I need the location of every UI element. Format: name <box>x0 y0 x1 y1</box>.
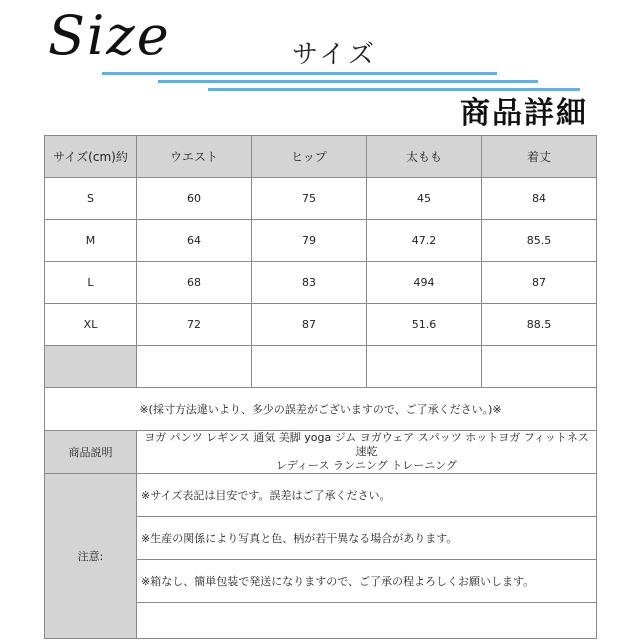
caution-item: ※生産の関係により写真と色、柄が若干異なる場合があります。 <box>137 517 597 560</box>
table-cell: 83 <box>252 262 367 304</box>
column-header: ヒップ <box>252 136 367 178</box>
note-row <box>45 388 597 431</box>
table-row <box>45 220 597 262</box>
empty-cell <box>45 346 137 388</box>
column-header: 着丈 <box>482 136 597 178</box>
table-cell: 494 <box>367 262 482 304</box>
size-cell: M <box>45 220 137 262</box>
caution-label: 注意: <box>45 474 137 639</box>
table-cell: 68 <box>137 262 252 304</box>
size-cell: S <box>45 178 137 220</box>
table-cell: 87 <box>482 262 597 304</box>
empty-cell <box>137 346 252 388</box>
empty-cell <box>367 346 482 388</box>
table-cell: 85.5 <box>482 220 597 262</box>
page-subtitle: サイズ <box>292 40 377 70</box>
table-cell: 45 <box>367 178 482 220</box>
table-cell: 88.5 <box>482 304 597 346</box>
caution-item: ※箱なし、簡単包装で発送になりますので、ご了承の程よろしくお願いします。 <box>137 560 597 603</box>
table-row <box>45 262 597 304</box>
table-cell: 84 <box>482 178 597 220</box>
product-details-heading: 商品詳細 <box>460 96 588 131</box>
description-text <box>137 431 597 474</box>
decorative-line-1 <box>102 72 497 75</box>
description-line-1: ヨガ パンツ レギンス 通気 美脚 yoga ジム ヨガウェア スパッツ ホットヨガ フィットネス 速乾 <box>144 431 589 458</box>
table-cell: 72 <box>137 304 252 346</box>
empty-cell <box>482 346 597 388</box>
table-cell: 79 <box>252 220 367 262</box>
caution-row <box>45 474 597 517</box>
description-row <box>45 431 597 474</box>
empty-cell <box>252 346 367 388</box>
table-cell: 51.6 <box>367 304 482 346</box>
size-table <box>44 135 597 639</box>
table-row <box>45 178 597 220</box>
empty-cell <box>137 603 597 639</box>
table-header-row <box>45 136 597 178</box>
size-cell: XL <box>45 304 137 346</box>
caution-item: ※サイズ表記は目安です。誤差はご了承ください。 <box>137 474 597 517</box>
table-row <box>45 304 597 346</box>
column-header: サイズ(cm)約 <box>45 136 137 178</box>
table-cell: 60 <box>137 178 252 220</box>
description-label: 商品説明 <box>45 431 137 474</box>
table-cell: 75 <box>252 178 367 220</box>
table-cell: 47.2 <box>367 220 482 262</box>
decorative-line-2 <box>158 80 538 83</box>
description-line-2: レディース ランニング トレーニング <box>275 459 458 472</box>
measurement-note: ※(採寸方法違いより、多少の誤差がございますので、ご了承ください。)※ <box>45 388 597 431</box>
empty-row <box>45 346 597 388</box>
table-cell: 64 <box>137 220 252 262</box>
table-cell: 87 <box>252 304 367 346</box>
size-cell: L <box>45 262 137 304</box>
size-logo: Size <box>48 4 171 67</box>
column-header: 太もも <box>367 136 482 178</box>
column-header: ウエスト <box>137 136 252 178</box>
